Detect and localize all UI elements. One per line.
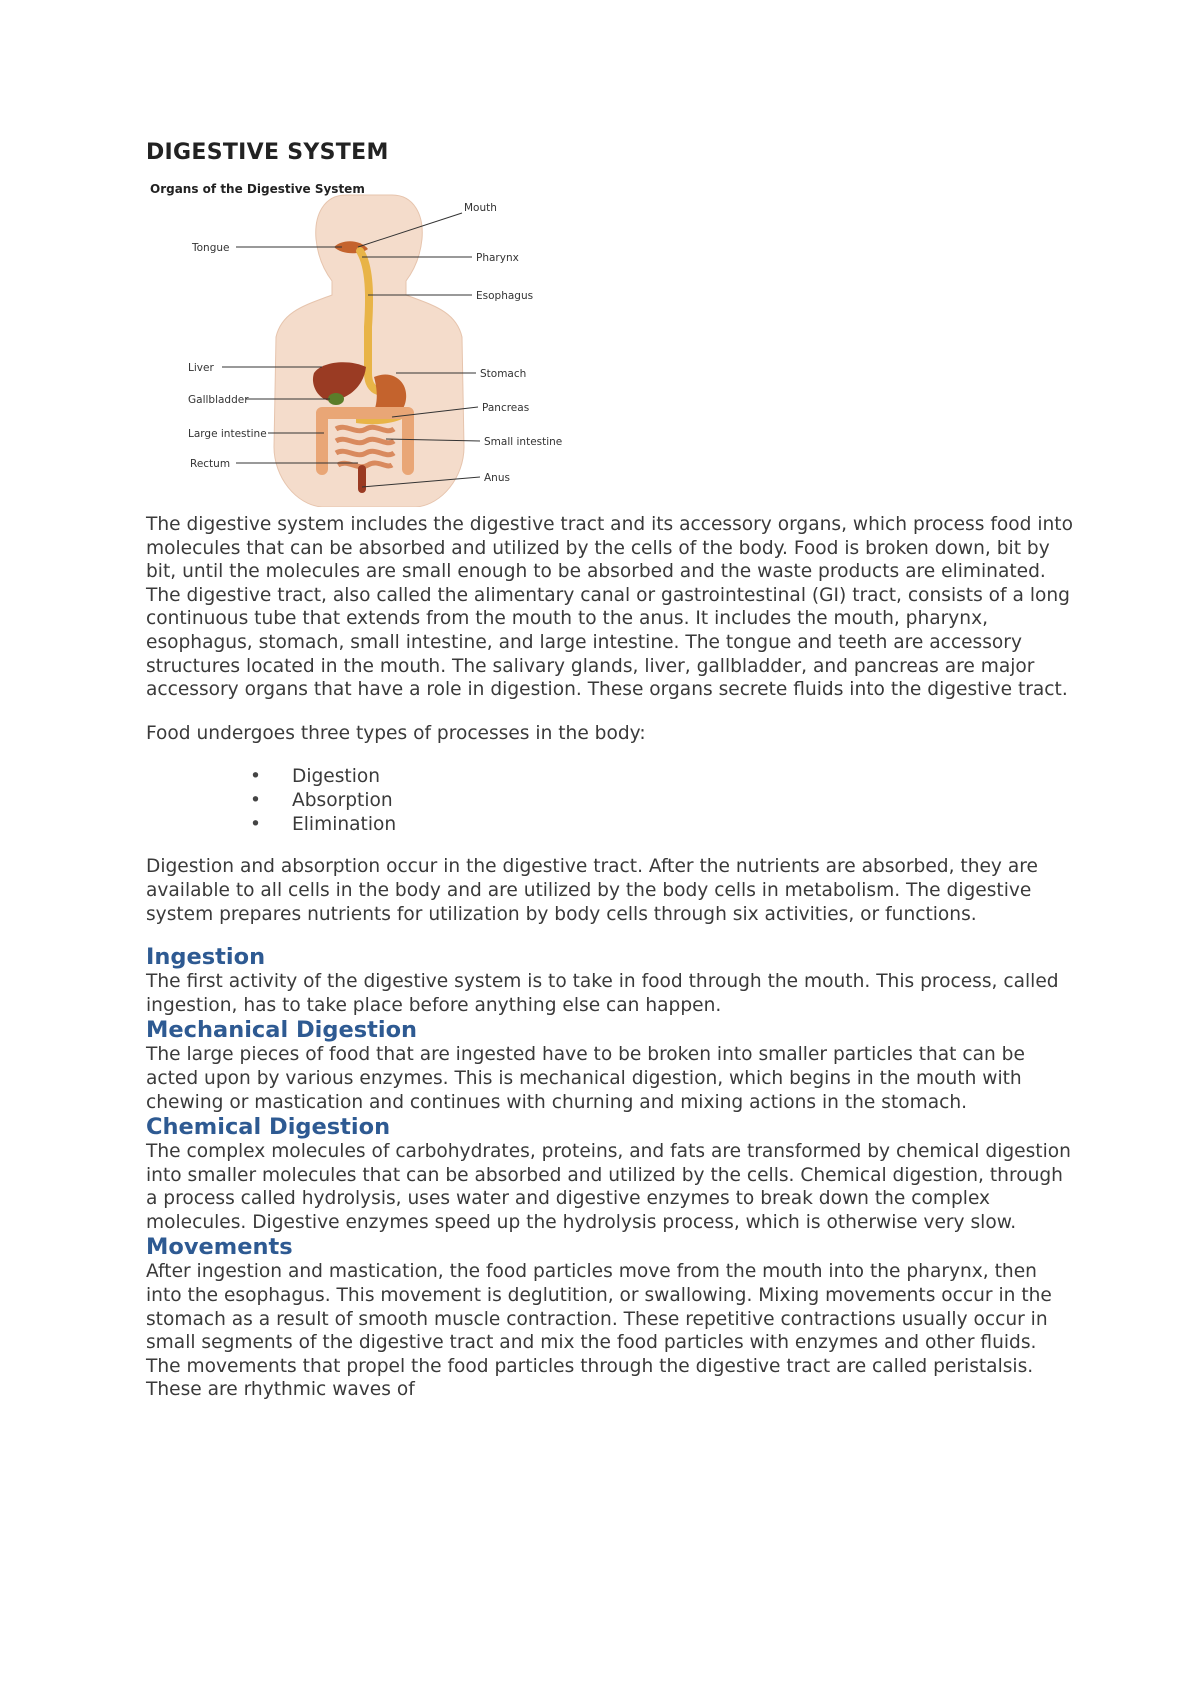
list-item: • Absorption [250, 789, 1076, 813]
section-heading-chemical-digestion: Chemical Digestion [146, 1114, 391, 1141]
processes-intro: Food undergoes three types of processes in the body: [146, 722, 646, 744]
gallbladder-shape [328, 393, 344, 405]
document-page [146, 140, 1076, 1402]
label-large-intestine: Large intestine [188, 428, 267, 440]
label-gallbladder: Gallbladder [188, 394, 249, 406]
section-text-movements: After ingestion and mastication, the food particles move from the mouth into the pharynx, then into the esophagus. This movement is deglutition, or swallowing. Mixing movements occur in the stomach as a result of smooth muscle contraction. These repetitive contractions usually occur in small segments of the digestive tract and mix the food particles with enzymes and other fluids. The movements that propel the food particles through the digestive tract are called peristalsis. These are rhythmic waves of [146, 1261, 1052, 1401]
figure-title: Organs of the Digestive System [150, 182, 365, 196]
label-small-intestine: Small intestine [484, 436, 563, 448]
section-heading-mechanical-digestion: Mechanical Digestion [146, 1017, 418, 1044]
section-text-ingestion: The first activity of the digestive system is to take in food through the mouth. This process, called ingestion, has to take place before anything else can happen. [146, 971, 1059, 1016]
intro-paragraph: The digestive system includes the digestive tract and its accessory organs, which process food into molecules that can be absorbed and utilized by the cells of the body. Food is broken down, bit by bit, until the molecules are small enough to be absorbed and the waste products are eliminated. The digestive tract, also called the alimentary canal or gastrointestinal (GI) tract, consists of a long continuous tube that extends from the mouth to the anus. It includes the mouth, pharynx, esophagus, stomach, small intestine, and large intestine. The tongue and teeth are accessory structures located in the mouth. The salivary glands, liver, gallbladder, and pancreas are major accessory organs that have a role in digestion. These organs secrete fluids into the digestive tract. [146, 514, 1073, 701]
digestive-system-figure [146, 177, 606, 507]
section-heading-ingestion: Ingestion [146, 944, 266, 971]
label-anus: Anus [484, 472, 510, 484]
label-esophagus: Esophagus [476, 290, 534, 302]
label-rectum: Rectum [190, 458, 231, 470]
section-text-mechanical-digestion: The large pieces of food that are ingested have to be broken into smaller particles that can be acted upon by various enzymes. This is mechanical digestion, which begins in the mouth with chewing or mastication and continues with churning and mixing actions in the stomach. [146, 1044, 1025, 1113]
label-stomach: Stomach [480, 368, 527, 380]
label-tongue: Tongue [192, 242, 230, 254]
section-text-chemical-digestion: The complex molecules of carbohydrates, proteins, and fats are transformed by chemical digestion into smaller molecules that can be absorbed and utilized by the cells. Chemical digestion, through a process called hydrolysis, uses water and digestive enzymes to break down the complex molecules. Digestive enzymes speed up the hydrolysis process, which is otherwise very slow. [146, 1141, 1071, 1233]
digestive-system-diagram [146, 177, 606, 507]
label-mouth: Mouth [464, 202, 497, 214]
functions-paragraph: Digestion and absorption occur in the digestive tract. After the nutrients are absorbed, they are available to all cells in the body and are utilized by the body cells in metabolism. The digestive system prepares nutrients for utilization by body cells through six activities, or functions. [146, 856, 1038, 925]
list-item: • Digestion [250, 765, 1076, 789]
section-heading-movements: Movements [146, 1234, 293, 1261]
label-pharynx: Pharynx [476, 252, 519, 264]
label-liver: Liver [188, 362, 214, 374]
label-pancreas: Pancreas [482, 402, 530, 414]
list-item: • Elimination [250, 813, 1076, 837]
document-title: DIGESTIVE SYSTEM [146, 140, 389, 165]
processes-list [146, 765, 1076, 837]
